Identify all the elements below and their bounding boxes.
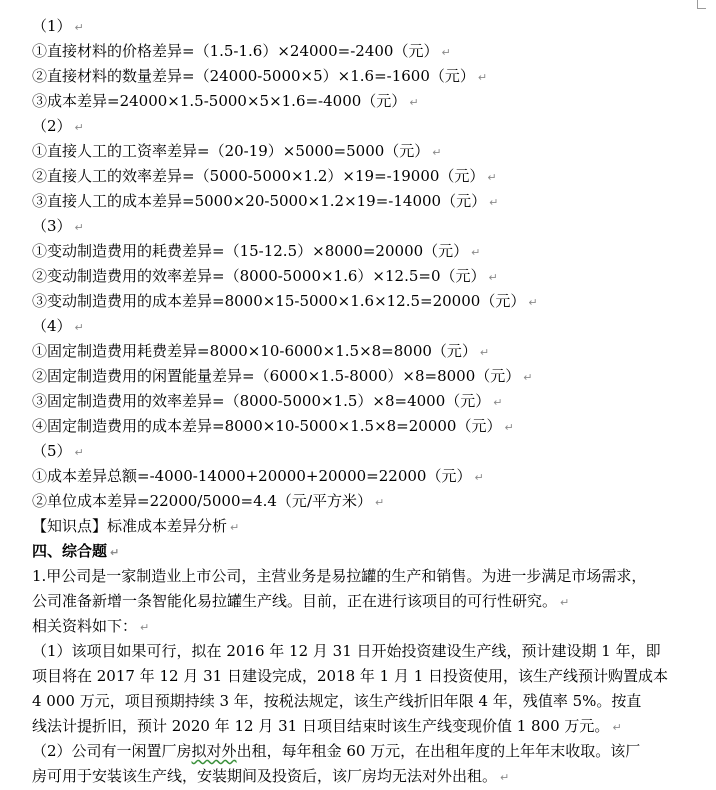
paragraph-mark-icon: ↵ (488, 271, 498, 284)
section-4-heading: （4） ↵ (32, 317, 84, 335)
paragraph-mark-icon: ↵ (489, 196, 499, 209)
section-5-heading: （5） ↵ (32, 442, 84, 460)
paragraph-mark-icon: ↵ (612, 721, 622, 734)
text-line: ③直接人工的成本差异=5000×20-5000×1.2×19=-14000（元） ↵ (32, 192, 499, 210)
page-corner-mark (697, 0, 706, 9)
paragraph-mark-icon: ↵ (74, 321, 84, 334)
paragraph-mark-icon: ↵ (140, 621, 150, 634)
text-line: ②直接材料的数量差异=（24000-5000×5）×1.6=-1600（元） ↵ (32, 67, 488, 85)
paragraph-mark-icon: ↵ (74, 446, 84, 459)
text-line: ①直接材料的价格差异=（1.5-1.6）×24000=-2400（元） ↵ (32, 42, 451, 60)
paragraph-mark-icon: ↵ (487, 171, 497, 184)
question-text-line: 1.甲公司是一家制造业上市公司，主营业务是易拉罐的生产和销售。为进一步满足市场需求， (32, 567, 647, 585)
paragraph-mark-icon: ↵ (528, 296, 538, 309)
question-text-line: 房可用于安装该生产线，安装期间及投资后，该厂房均无法对外出租。 ↵ (32, 767, 510, 785)
text-line: ②变动制造费用的效率差异=（8000-5000×1.6）×12.5=0（元） ↵ (32, 267, 498, 285)
paragraph-mark-icon: ↵ (74, 21, 84, 34)
question-text-line: 线法计提折旧，预计 2020 年 12 月 31 日项目结束时该生产线变现价值 1 800 万元。 ↵ (32, 717, 622, 735)
section-1-heading: （1） ↵ (32, 17, 84, 35)
paragraph-mark-icon: ↵ (477, 71, 488, 84)
paragraph-mark-icon: ↵ (523, 371, 533, 384)
knowledge-point: 【知识点】标准成本差异分析 ↵ (32, 517, 240, 535)
paragraph-mark-icon: ↵ (432, 146, 442, 159)
text-line: ③固定制造费用的效率差异=（8000-5000×1.5）×8=4000（元） ↵ (32, 392, 503, 410)
comprehensive-question-heading: 四、综合题 ↵ (32, 542, 120, 560)
question-text-line: 项目将在 2017 年 12 月 31 日建设完成，2018 年 1 月 1 日投资使用，该生产线预计购置成本 (32, 667, 669, 685)
paragraph-mark-icon: ↵ (500, 771, 510, 784)
paragraph-mark-icon: ↵ (74, 221, 84, 234)
paragraph-mark-icon: ↵ (74, 121, 84, 134)
text-line: ④固定制造费用的成本差异=8000×10-5000×1.5×8=20000（元） ↵ (32, 417, 514, 435)
paragraph-mark-icon: ↵ (493, 396, 503, 409)
paragraph-mark-icon: ↵ (560, 596, 570, 609)
text-line: ②直接人工的效率差异=（5000-5000×1.2）×19=-19000（元） ↵ (32, 167, 497, 185)
text-line: ②单位成本差异=22000/5000=4.4（元/平方米） ↵ (32, 492, 385, 510)
spellcheck-underlined-text: 拟对外 (191, 742, 237, 760)
text-line: ①直接人工的工资率差异=（20-19）×5000=5000（元） ↵ (32, 142, 442, 160)
paragraph-mark-icon: ↵ (409, 96, 419, 109)
paragraph-mark-icon: ↵ (474, 471, 484, 484)
question-text-line: （2）公司有一闲置厂房拟对外出租，每年租金 60 万元，在出租年度的上年年末收取。该厂 (32, 742, 641, 760)
paragraph-mark-icon: ↵ (375, 496, 385, 509)
text-line: ①变动制造费用的耗费差异=（15-12.5）×8000=20000（元） ↵ (32, 242, 481, 260)
text-line: ①成本差异总额=-4000-14000+20000+20000=22000（元） ↵ (32, 467, 484, 485)
paragraph-mark-icon: ↵ (110, 546, 120, 559)
text-line: ②固定制造费用的闲置能量差异=（6000×1.5-8000）×8=8000（元） ↵ (32, 367, 533, 385)
text-line: ①固定制造费用耗费差异=8000×10-6000×1.5×8=8000（元） ↵ (32, 342, 490, 360)
section-2-heading: （2） ↵ (32, 117, 84, 135)
section-3-heading: （3） ↵ (32, 217, 84, 235)
question-text-line: 公司准备新增一条智能化易拉罐生产线。目前，正在进行该项目的可行性研究。 ↵ (32, 592, 570, 610)
paragraph-mark-icon: ↵ (230, 521, 240, 534)
text-line: ③变动制造费用的成本差异=8000×15-5000×1.6×12.5=20000（元） ↵ (32, 292, 538, 310)
question-text-line: 相关资料如下： ↵ (32, 617, 150, 635)
question-text-line: （1）该项目如果可行，拟在 2016 年 12 月 31 日开始投资建设生产线，预计建设期 1 年，即 (32, 642, 661, 660)
paragraph-mark-icon: ↵ (471, 246, 481, 259)
paragraph-mark-icon: ↵ (504, 421, 514, 434)
question-text-line: 4 000 万元，项目预期持续 3 年，按税法规定，该生产线折旧年限 4 年，残值率 5%。按直 (32, 692, 642, 710)
paragraph-mark-icon: ↵ (441, 46, 451, 59)
text-line: ③成本差异=24000×1.5-5000×5×1.6=-4000（元） ↵ (32, 92, 419, 110)
paragraph-mark-icon: ↵ (479, 346, 490, 359)
